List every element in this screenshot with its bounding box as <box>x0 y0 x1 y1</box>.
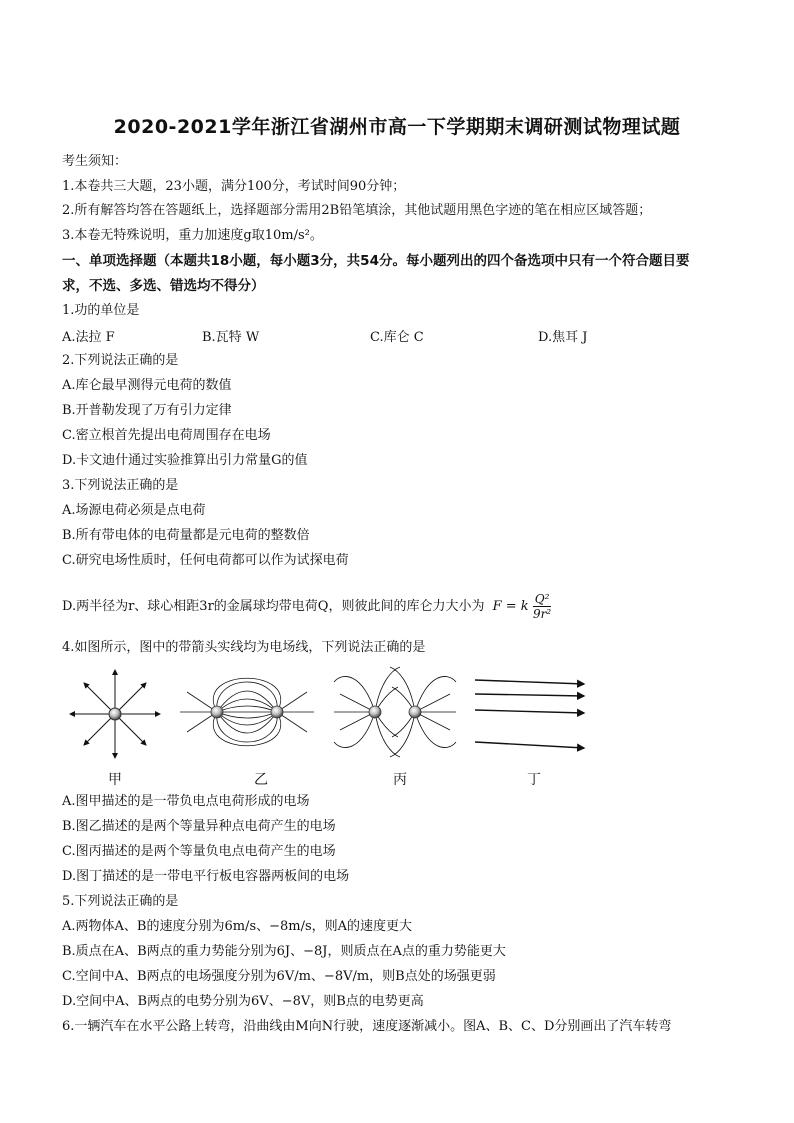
q4-stem: 4.如图所示，图中的带箭头实线均为电场线，下列说法正确的是 <box>62 640 426 655</box>
figure-ding-parallel-field <box>475 680 584 748</box>
q3-option-b: B.所有带电体的电荷量都是元电荷的整数倍 <box>62 528 310 543</box>
q4-option-d: D.图丁描述的是一带电平行板电容器两板间的电场 <box>62 869 350 884</box>
figure-label-jia: 甲 <box>108 772 122 788</box>
q2-option-d: D.卡文迪什通过实验推算出引力常量G的值 <box>62 453 308 468</box>
notice-heading: 考生须知： <box>62 154 128 169</box>
q2-option-c: C.密立根首先提出电荷周围存在电场 <box>62 428 271 443</box>
formula-denominator: 9r² <box>533 607 552 621</box>
q2-stem: 2.下列说法正确的是 <box>62 353 179 368</box>
figure-bing-like-charges-field <box>334 667 456 757</box>
q3-option-c: C.研究电场性质时，任何电荷都可以作为试探电荷 <box>62 553 349 568</box>
q6-stem: 6.一辆汽车在水平公路上转弯，沿曲线由M向N行驶，速度逐渐减小。图A、B、C、D分别画出了汽车转弯 <box>62 1019 672 1034</box>
q4-option-a: A.图甲描述的是一带负电点电荷形成的电场 <box>62 794 310 809</box>
figure-yi-dipole-field <box>180 678 314 746</box>
q5-stem: 5.下列说法正确的是 <box>62 894 179 909</box>
q5-option-b: B.质点在A、B两点的重力势能分别为6J、−8J，则质点在A点的重力势能更大 <box>62 944 506 959</box>
q3-option-d-text: D.两半径为r、球心相距3r的金属球均带电荷Q，则彼此间的库仑力大小为 <box>62 599 485 614</box>
q2-option-a: A.库仑最早测得元电荷的数值 <box>62 378 232 393</box>
q4-option-b: B.图乙描述的是两个等量异种点电荷产生的电场 <box>62 819 336 834</box>
coulomb-formula-lhs: F = k <box>492 599 529 614</box>
q1-option-b: B.瓦特 W <box>202 330 260 345</box>
q1-stem: 1.功的单位是 <box>62 303 140 318</box>
q1-option-c: C.库仑 C <box>370 330 424 345</box>
q5-option-c: C.空间中A、B两点的电场强度分别为6V/m、−8V/m，则B点处的场强更弱 <box>62 969 496 984</box>
q4-option-c: C.图丙描述的是两个等量负电点电荷产生的电场 <box>62 844 336 859</box>
q3-option-a: A.场源电荷必须是点电荷 <box>62 503 206 518</box>
figure-label-yi: 乙 <box>254 772 268 788</box>
page-title: 2020-2021学年浙江省湖州市高一下学期期末调研测试物理试题 <box>113 116 681 138</box>
q1-option-a: A.法拉 F <box>62 330 115 345</box>
section-heading-line2: 求，不选、多选、错选均不得分） <box>62 278 265 294</box>
q5-option-a: A.两物体A、B的速度分别为6m/s、−8m/s，则A的速度更大 <box>62 919 413 934</box>
q3-stem: 3.下列说法正确的是 <box>62 478 179 493</box>
notice-item-3: 3.本卷无特殊说明，重力加速度g取10m/s²。 <box>62 228 323 243</box>
figure-jia-radial-field <box>70 670 160 758</box>
electric-field-figures <box>62 662 602 762</box>
formula-numerator: Q² <box>534 592 550 606</box>
section-heading-line1: 一、单项选择题（本题共18小题，每小题3分，共54分。每小题列出的四个备选项中只有一个符合题目要 <box>62 253 690 269</box>
q2-option-b: B.开普勒发现了万有引力定律 <box>62 403 232 418</box>
notice-item-2: 2.所有解答均答在答题纸上，选择题部分需用2B铅笔填涂，其他试题用黑色字迹的笔在相应区域答题； <box>62 203 652 218</box>
figure-label-bing: 丙 <box>393 772 407 788</box>
notice-item-1: 1.本卷共三大题，23小题，满分100分，考试时间90分钟； <box>62 179 406 194</box>
figure-label-ding: 丁 <box>527 772 541 788</box>
q1-option-d: D.焦耳 J <box>538 330 588 345</box>
q3-option-d <box>62 592 551 622</box>
coulomb-formula-fraction <box>533 592 552 621</box>
q5-option-d: D.空间中A、B两点的电势分别为6V、−8V，则B点的电势更高 <box>62 994 424 1009</box>
